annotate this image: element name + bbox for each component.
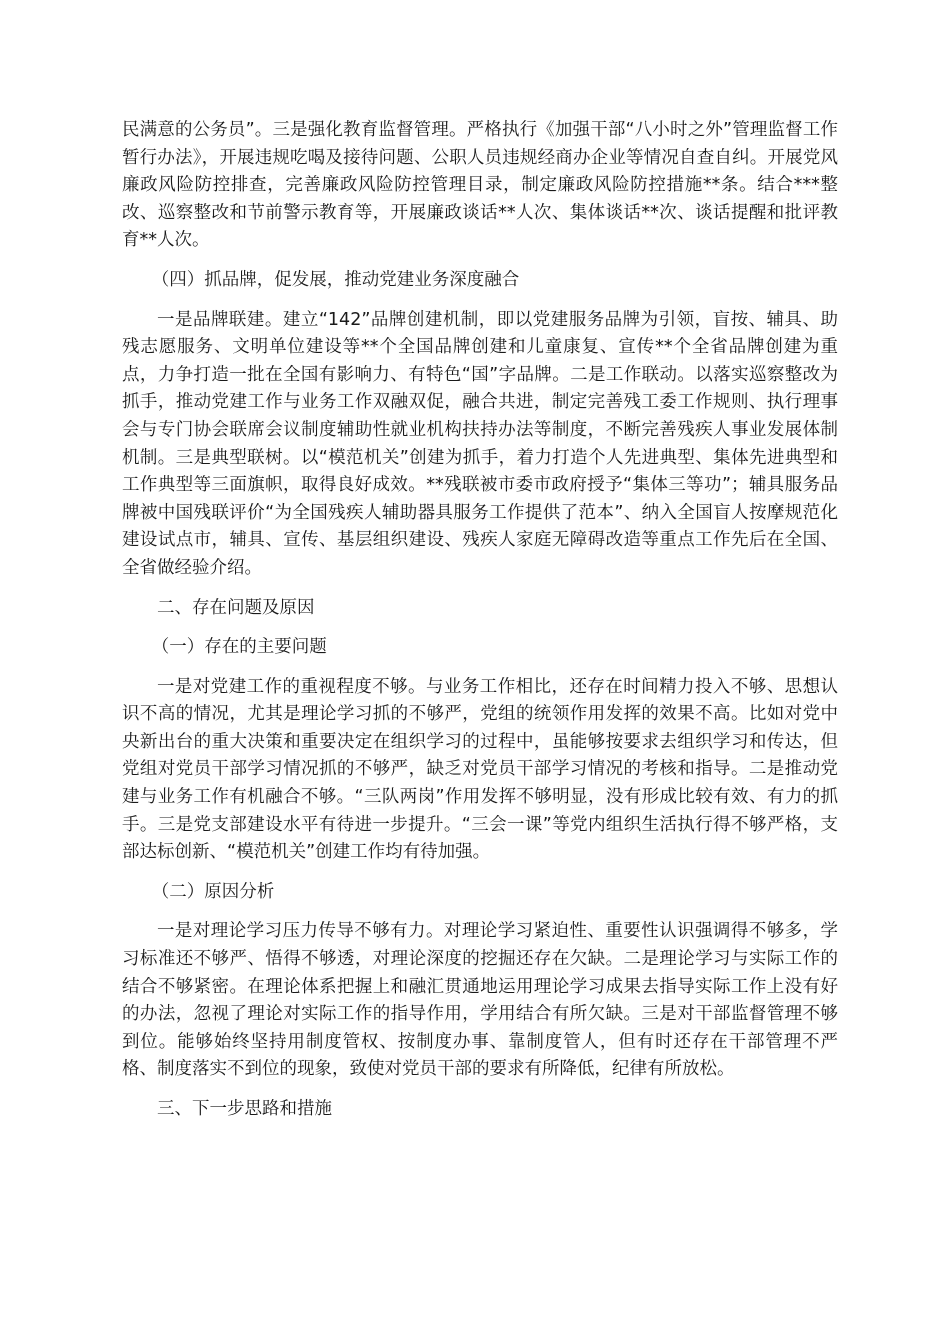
heading-next-steps: 三、下一步思路和措施 <box>157 1099 332 1119</box>
document-body <box>122 117 838 1136</box>
subheading-cause-analysis: （二）原因分析 <box>151 881 275 902</box>
paragraph-brand-building: 一是品牌联建。建立“142”品牌创建机制，即以党建服务品牌为引领，盲按、辅具、助残志愿服务、文明单位建设等**个全国品牌创建和儿童康复、宣传**个全省品牌创建为重点，力争打造一批在全国有影响力、有特色“国”字品牌。二是工作联动。以落实巡察整改为抓手，推动党建工作与业务工作双融双促，融合共进，制定完善残工委工作规则、执行理事会与专门协会联席会议制度辅助性就业机构扶持办法等制度，不断完善残疾人事业发展体制机制。三是典型联树。以“模范机关”创建为抓手，着力打造个人先进典型、集体先进典型和工作典型等三面旗帜，取得良好成效。**残联被市委市政府授予“集体三等功”；辅具服务品牌被中国残联评价“为全国残疾人辅助器具服务工作提供了范本”、纳入全国盲人按摩规范化建设试点市，辅具、宣传、基层组织建设、残疾人家庭无障碍改造等重点工作先后在全国、全省做经验介绍。 <box>122 309 838 578</box>
paragraph-main-problems: 一是对党建工作的重视程度不够。与业务工作相比，还存在时间精力投入不够、思想认识不高的情况，尤其是理论学习抓的不够严，党组的统领作用发挥的效果不高。比如对党中央新出台的重大决策和重要决定在组织学习的过程中，虽能够按要求去组织学习和传达，但党组对党员干部学习情况抓的不够严，缺乏对党员干部学习情况的考核和指导。二是推动党建与业务工作有机融合不够。“三队两岗”作用发挥不够明显，没有形成比较有效、有力的抓手。三是党支部建设水平有待进一步提升。“三会一课”等党内组织生活执行得不够严格，支部达标创新、“模范机关”创建工作均有待加强。 <box>122 676 838 863</box>
subheading-brand-development: （四）抓品牌，促发展，推动党建业务深度融合 <box>151 269 520 290</box>
subheading-main-problems: （一）存在的主要问题 <box>151 637 327 658</box>
paragraph-cause-analysis: 一是对理论学习压力传导不够有力。对理论学习紧迫性、重要性认识强调得不够多，学习标准还不够严、悟得不够透，对理论深度的挖掘还存在欠缺。二是理论学习与实际工作的结合不够紧密。在理论体系把握上和融汇贯通地运用理论学习成果去指导实际工作上没有好的办法，忽视了理论对实际工作的指导作用，学用结合有所欠缺。三是对干部监督管理不够到位。能够始终坚持用制度管权、按制度办事、靠制度管人，但有时还存在干部管理不严格、制度落实不到位的现象，致使对党员干部的要求有所降低，纪律有所放松。 <box>122 921 838 1080</box>
paragraph-education-supervision: 民满意的公务员”。三是强化教育监督管理。严格执行《加强干部“八小时之外”管理监督工作暂行办法》，开展违规吃喝及接待问题、公职人员违规经商办企业等情况自查自纠。开展党风廉政风险防控排查，完善廉政风险防控管理目录，制定廉政风险防控措施**条。结合***整改、巡察整改和节前警示教育等，开展廉政谈话**人次、集体谈话**次、谈话提醒和批评教育**人次。 <box>122 120 838 251</box>
heading-problems-and-causes: 二、存在问题及原因 <box>157 597 315 618</box>
